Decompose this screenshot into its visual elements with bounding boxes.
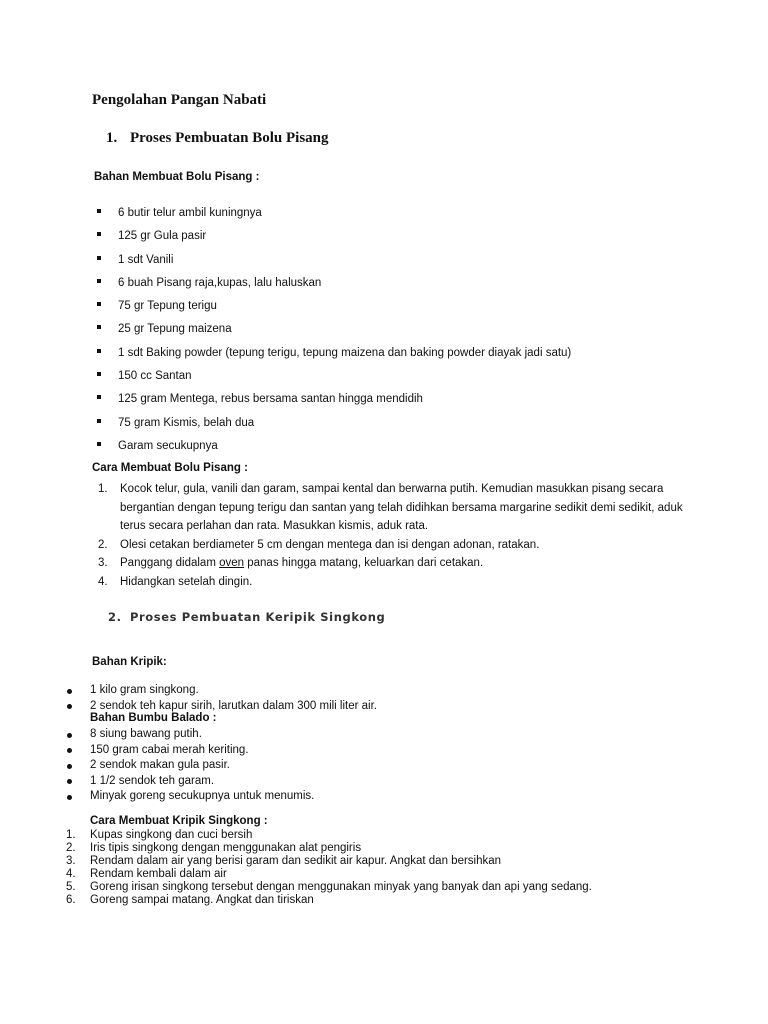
round-bullet-icon	[67, 779, 72, 784]
square-bullet-icon	[97, 256, 101, 260]
square-bullet-icon	[97, 325, 101, 329]
section2-step-list	[66, 829, 592, 907]
round-bullet-icon	[67, 795, 72, 800]
list-item: 2 sendok makan gula pasir.	[66, 758, 314, 774]
oven-link[interactable]: oven	[219, 557, 245, 569]
square-bullet-icon	[97, 419, 101, 423]
list-item: 125 gr Gula pasir	[94, 229, 571, 252]
section2-heading-text: Proses Pembuatan Keripik Singkong	[130, 610, 386, 624]
list-item: 125 gram Mentega, rebus bersama santan hingga mendidih	[94, 392, 571, 415]
list-item: 1 sdt Baking powder (tepung terigu, tepung maizena dan baking powder diayak jadi satu)	[94, 346, 571, 369]
list-item: 1 1/2 sendok teh garam.	[66, 774, 314, 790]
list-item: 4. Rendam kembali dalam air	[66, 868, 227, 880]
section1-step-list	[96, 480, 696, 591]
section1-ingredient-list	[94, 206, 571, 462]
list-item: 6. Goreng sampai matang. Angkat dan tiriskan	[66, 894, 314, 906]
list-item: 75 gram Kismis, belah dua	[94, 416, 571, 439]
list-item: 4. Hidangkan setelah dingin.	[98, 575, 253, 588]
section2-spice-list	[66, 727, 314, 805]
section2-number: 2.	[108, 610, 122, 624]
list-item: 3. Rendam dalam air yang berisi garam dan sedikit air kapur. Angkat dan bersihkan	[66, 855, 502, 867]
square-bullet-icon	[97, 372, 101, 376]
section1-heading	[106, 130, 329, 147]
list-item: 1. Kupas singkong dan cuci bersih	[66, 829, 253, 841]
square-bullet-icon	[97, 279, 101, 283]
section2-spice-label: Bahan Bumbu Balado :	[90, 712, 217, 724]
round-bullet-icon	[67, 689, 72, 694]
section2-ingredients-label: Bahan Kripik:	[92, 656, 167, 668]
list-item: 8 siung bawang putih.	[66, 727, 314, 743]
section2-heading	[108, 610, 385, 624]
section1-steps-label: Cara Membuat Bolu Pisang :	[92, 462, 248, 474]
list-item: 3. Panggang didalam oven panas hingga matang, keluarkan dari cetakan.	[98, 557, 484, 569]
section2-ingredient-list	[66, 683, 377, 714]
section1-heading-text: Proses Pembuatan Bolu Pisang	[130, 130, 329, 146]
round-bullet-icon	[67, 764, 72, 769]
document-title: Pengolahan Pangan Nabati	[92, 92, 267, 108]
list-item: 150 gram cabai merah keriting.	[66, 743, 314, 759]
list-item: 2. Olesi cetakan berdiameter 5 cm dengan mentega dan isi dengan adonan, ratakan.	[98, 538, 540, 551]
list-item: 25 gr Tepung maizena	[94, 322, 571, 345]
list-item: Minyak goreng secukupnya untuk menumis.	[66, 789, 314, 805]
list-item: Garam secukupnya	[94, 439, 571, 462]
square-bullet-icon	[97, 349, 101, 353]
list-item: 5. Goreng irisan singkong tersebut dengan menggunakan minyak yang banyak dan api yang sedang.	[66, 881, 592, 893]
square-bullet-icon	[97, 209, 101, 213]
list-item: 1 sdt Vanili	[94, 253, 571, 276]
square-bullet-icon	[97, 442, 101, 446]
round-bullet-icon	[67, 733, 72, 738]
list-item: 6 buah Pisang raja,kupas, lalu haluskan	[94, 276, 571, 299]
list-item: 2 sendok teh kapur sirih, larutkan dalam 300 mili liter air.	[66, 699, 377, 715]
round-bullet-icon	[67, 704, 72, 709]
square-bullet-icon	[97, 232, 101, 236]
section1-number: 1.	[106, 130, 118, 146]
round-bullet-icon	[67, 748, 72, 753]
list-item: 2. Iris tipis singkong dengan menggunakan alat pengiris	[66, 842, 362, 854]
list-item: 1 kilo gram singkong.	[66, 683, 377, 699]
list-item: 150 cc Santan	[94, 369, 571, 392]
list-item: 75 gr Tepung terigu	[94, 299, 571, 322]
square-bullet-icon	[97, 395, 101, 399]
section2-steps-label: Cara Membuat Kripik Singkong :	[90, 815, 268, 827]
list-item: 1. Kocok telur, gula, vanili dan garam, sampai kental dan berwarna putih. Kemudian masukkan pisang secara bergantian dengan tepung terigu dan santan yang telah didihkan bersama margarine sedikit demi sedikit, aduk terus secara perlahan dan rata. Masukkan kismis, aduk rata.	[98, 483, 683, 532]
list-item: 6 butir telur ambil kuningnya	[94, 206, 571, 229]
section1-ingredients-label: Bahan Membuat Bolu Pisang :	[94, 171, 260, 183]
square-bullet-icon	[97, 302, 101, 306]
